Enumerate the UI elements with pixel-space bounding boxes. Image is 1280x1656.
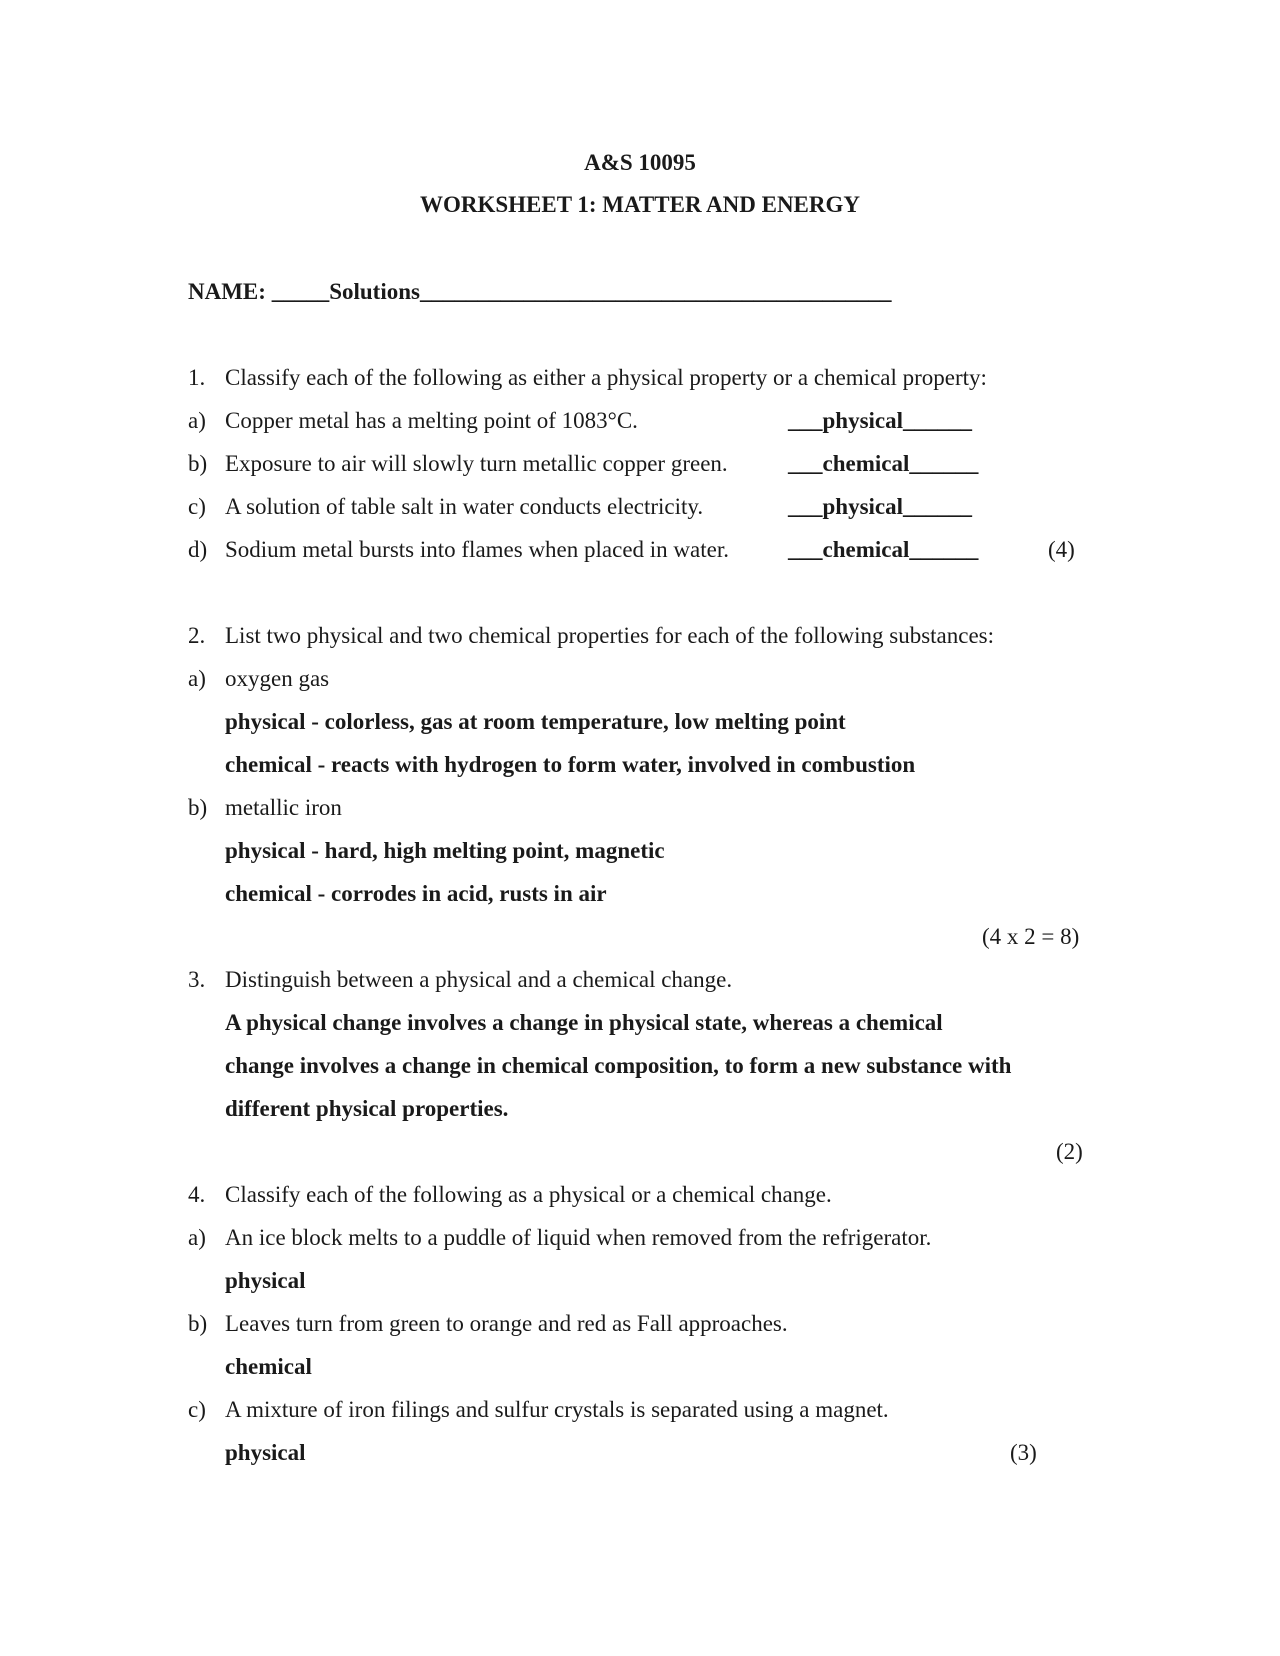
q1a-text: Copper metal has a melting point of 1083°C. [225, 408, 638, 433]
q1a-letter: a) [188, 408, 206, 433]
q1-marks: (4) [1048, 537, 1075, 562]
q2a-text: oxygen gas [225, 666, 330, 691]
q4b-answer: chemical [225, 1354, 312, 1379]
q4-marks: (3) [1010, 1440, 1037, 1465]
q2-marks: (4 x 2 = 8) [982, 924, 1080, 949]
q2b-chemical-answer: chemical - corrodes in acid, rusts in air [225, 881, 607, 906]
q1-number: 1. [188, 365, 206, 390]
q2a-letter: a) [188, 666, 206, 691]
q3-marks: (2) [1056, 1139, 1083, 1164]
q4-number: 4. [188, 1182, 206, 1207]
q3-answer-line-3: different physical properties. [225, 1096, 509, 1121]
q3-prompt: Distinguish between a physical and a chemical change. [225, 967, 733, 992]
q1c-letter: c) [188, 494, 206, 519]
q2-number: 2. [188, 623, 206, 648]
q1b-letter: b) [188, 451, 208, 476]
q1d-text: Sodium metal bursts into flames when placed in water. [225, 537, 729, 562]
q2-prompt: List two physical and two chemical properties for each of the following substances: [225, 623, 995, 648]
q1d-letter: d) [188, 537, 208, 562]
name-label: NAME: [188, 279, 266, 304]
q2b-physical-answer: physical - hard, high melting point, magnetic [225, 838, 665, 863]
q2b-letter: b) [188, 795, 208, 820]
q4a-text: An ice block melts to a puddle of liquid when removed from the refrigerator. [225, 1225, 932, 1250]
name-value: _____Solutions_________________________________________ [271, 279, 892, 304]
q4b-text: Leaves turn from green to orange and red as Fall approaches. [225, 1311, 788, 1336]
q1c-answer: ___physical______ [788, 494, 973, 519]
q1a-answer: ___physical______ [788, 408, 973, 433]
q3-answer-line-2: change involves a change in chemical composition, to form a new substance with [225, 1053, 1012, 1078]
q4-prompt: Classify each of the following as a physical or a chemical change. [225, 1182, 832, 1207]
q1b-answer: ___chemical______ [788, 451, 979, 476]
q4b-letter: b) [188, 1311, 208, 1336]
q3-number: 3. [188, 967, 206, 992]
q2a-chemical-answer: chemical - reacts with hydrogen to form water, involved in combustion [225, 752, 916, 777]
q2a-physical-answer: physical - colorless, gas at room temperature, low melting point [225, 709, 846, 734]
q3-answer-line-1: A physical change involves a change in physical state, whereas a chemical [225, 1010, 943, 1035]
worksheet-title: WORKSHEET 1: MATTER AND ENERGY [419, 192, 861, 217]
q1-prompt: Classify each of the following as either a physical property or a chemical property: [225, 365, 987, 390]
q4c-text: A mixture of iron filings and sulfur crystals is separated using a magnet. [225, 1397, 889, 1422]
q1c-text: A solution of table salt in water conducts electricity. [225, 494, 704, 519]
q4c-letter: c) [188, 1397, 206, 1422]
name-line [188, 277, 891, 307]
q4c-answer: physical [225, 1440, 306, 1465]
course-code: A&S 10095 [584, 150, 696, 175]
q4a-answer: physical [225, 1268, 306, 1293]
q1d-answer: ___chemical______ [788, 537, 979, 562]
q2b-text: metallic iron [225, 795, 342, 820]
q1b-text: Exposure to air will slowly turn metallic copper green. [225, 451, 728, 476]
q4a-letter: a) [188, 1225, 206, 1250]
